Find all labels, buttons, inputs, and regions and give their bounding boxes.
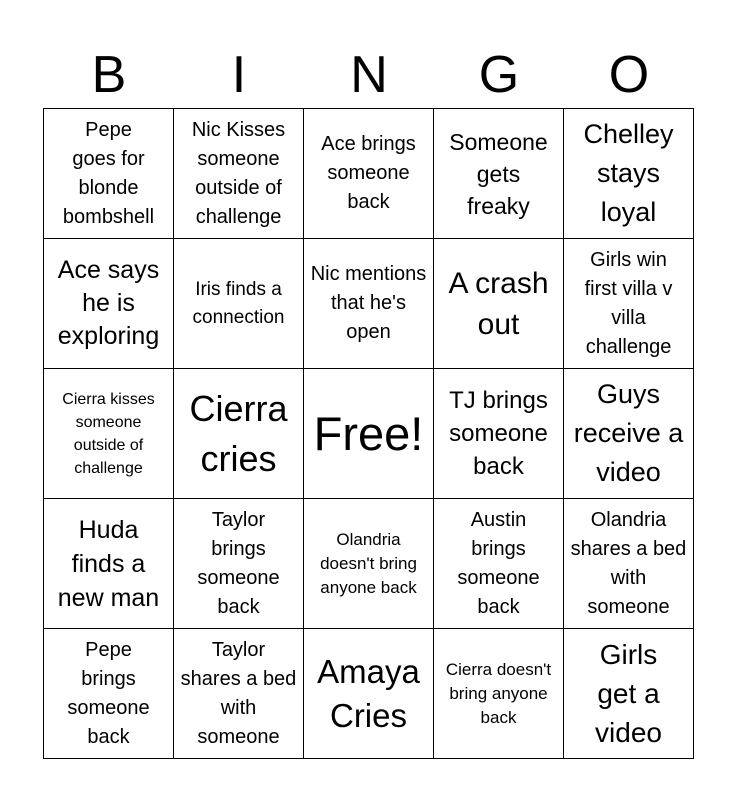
cell-text: Cierra doesn't bring anyone back [445,659,552,727]
cell-text: Huda finds a new man [57,515,160,612]
cell-text: Girls get a video [595,639,662,748]
cell-text: Ace brings someone back [321,133,416,213]
bingo-cell[interactable] [434,629,564,759]
bingo-cell[interactable] [44,499,174,629]
bingo-header [44,44,694,106]
cell-text: Pepe brings someone back [67,638,150,748]
bingo-cell[interactable] [564,499,694,629]
cell-text: Pepe goes for blonde bombshell [62,118,155,228]
cell-text: Guys receive a video [573,379,684,487]
header-letter-o: O [608,46,650,104]
bingo-cell[interactable] [174,109,304,239]
bingo-cell[interactable] [564,369,694,499]
cell-text: Ace says he is exploring [57,256,160,350]
bingo-card-grid [43,108,694,759]
bingo-cell[interactable] [44,109,174,239]
bingo-cell[interactable] [304,499,434,629]
bingo-cell[interactable] [304,629,434,759]
header-letter-g: G [478,46,520,104]
cell-text: Iris finds a connection [192,278,285,328]
free-space[interactable] [304,369,434,499]
bingo-cell[interactable] [44,239,174,369]
bingo-cell[interactable] [564,239,694,369]
bingo-cell[interactable] [434,239,564,369]
header-letter-b: B [91,46,127,104]
cell-text: Chelley stays loyal [583,119,674,227]
cell-text: Girls win first villa v villa challenge [584,248,673,358]
cell-text: A crash out [448,266,549,341]
bingo-cell[interactable] [174,239,304,369]
header-letter-i: I [231,46,247,104]
cell-text: Taylor brings someone back [197,508,280,618]
bingo-cell[interactable] [174,499,304,629]
cell-text: Cierra kisses someone outside of challenge [62,390,155,477]
bingo-cell[interactable] [434,109,564,239]
free-space-label: Free! [313,406,424,460]
bingo-cell[interactable] [304,109,434,239]
bingo-cell[interactable] [434,499,564,629]
bingo-cell[interactable] [564,629,694,759]
cell-text: Amaya Cries [317,652,420,734]
bingo-cell[interactable] [44,629,174,759]
cell-text: Olandria shares a bed with someone [570,508,687,618]
bingo-cell[interactable] [564,109,694,239]
cell-text: TJ brings someone back [449,387,548,480]
bingo-cell[interactable] [44,369,174,499]
cell-text: Nic Kisses someone outside of challenge [191,118,286,228]
cell-text: Someone gets freaky [449,128,548,219]
bingo-cell[interactable] [304,239,434,369]
bingo-cell[interactable] [434,369,564,499]
cell-text: Nic mentions that he's open [310,263,427,343]
cell-text: Austin brings someone back [457,508,540,618]
cell-text: Cierra cries [189,387,288,479]
cell-text: Taylor shares a bed with someone [180,638,297,748]
bingo-cell[interactable] [174,369,304,499]
cell-text: Olandria doesn't bring anyone back [320,529,417,597]
header-letter-n: N [350,46,388,104]
bingo-cell[interactable] [174,629,304,759]
